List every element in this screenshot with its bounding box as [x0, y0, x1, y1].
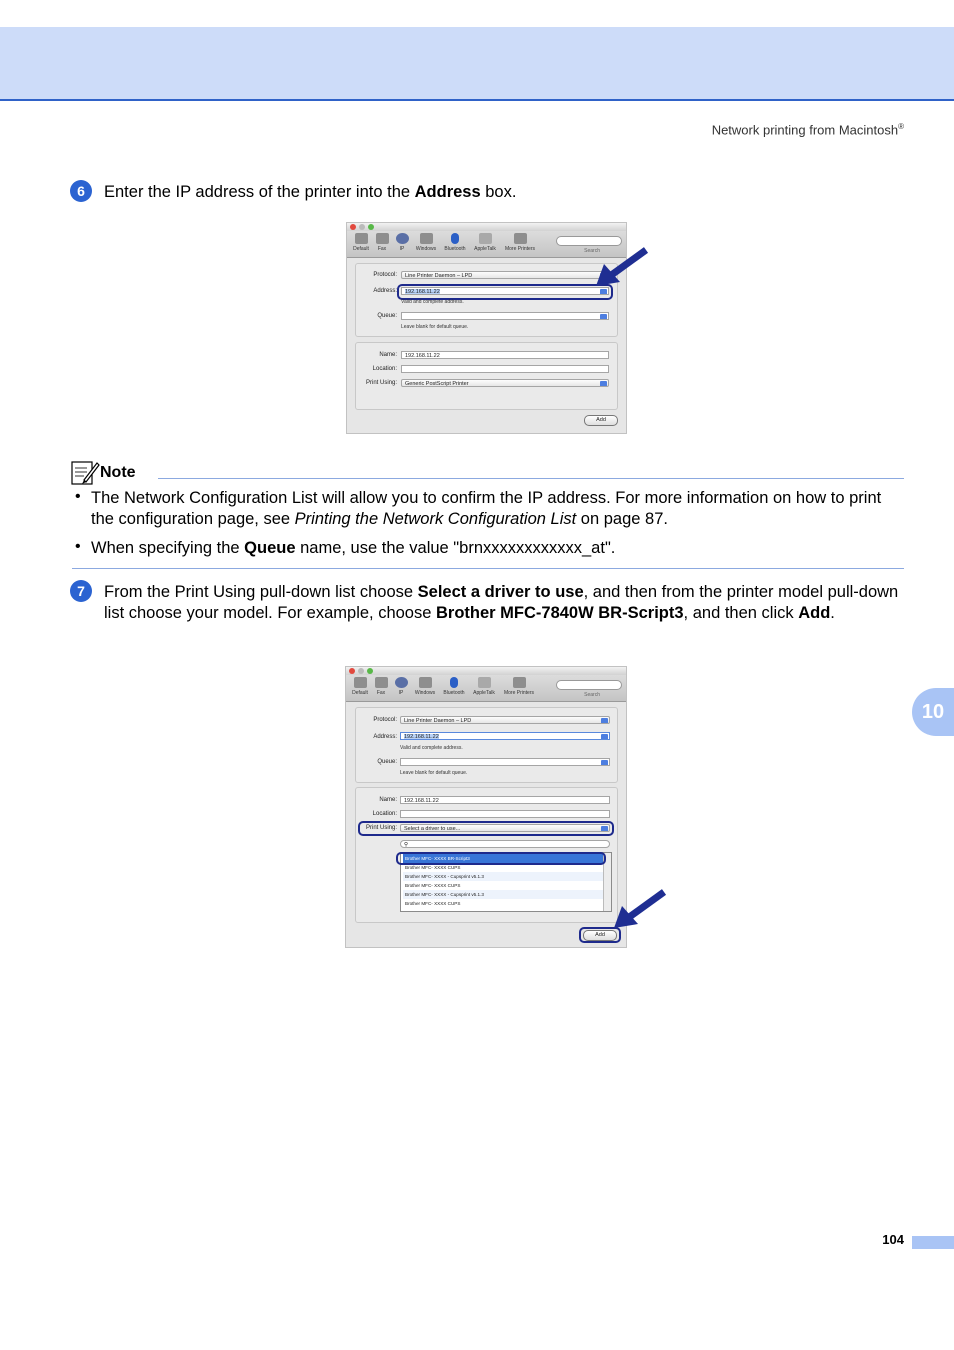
connection-group	[355, 263, 618, 337]
print-using-select[interactable]: Generic PostScript Printer	[401, 379, 609, 387]
toolbar-more-printers[interactable]: More Printers	[502, 233, 538, 252]
toolbar-fax[interactable]: Fax	[372, 233, 392, 252]
driver-list-item[interactable]: Brother MFC- XXXX CUPS	[405, 901, 461, 906]
toolbar-ip[interactable]: IP	[394, 233, 410, 252]
queue-label: Queue:	[377, 759, 397, 765]
search-caption: Search	[584, 248, 600, 254]
address-label: Address:	[373, 734, 397, 740]
bluetooth-icon	[451, 233, 459, 244]
step-7-badge: 7	[70, 580, 92, 602]
queue-hint: Leave blank for default queue.	[401, 324, 469, 330]
printer-icon	[355, 233, 368, 244]
add-button[interactable]: Add	[584, 415, 618, 426]
popup-stepper-icon	[600, 381, 607, 387]
search-input[interactable]	[556, 680, 622, 690]
driver-list-item[interactable]: Brother MFC- XXXX CUPS	[405, 865, 461, 870]
search-caption: Search	[584, 692, 600, 698]
popup-stepper-icon	[601, 718, 608, 724]
queue-input[interactable]	[400, 758, 610, 766]
fax-icon	[375, 677, 388, 688]
toolbar-appletalk[interactable]: AppleTalk	[470, 677, 498, 696]
queue-input[interactable]	[401, 312, 609, 320]
driver-list-item[interactable]: Brother MFC- XXXX BR-Script3	[403, 854, 603, 863]
address-label: Address:	[373, 288, 397, 294]
page-number: 104	[882, 1232, 904, 1247]
protocol-label: Protocol:	[373, 272, 397, 278]
name-input[interactable]: 192.168.11.22	[401, 351, 609, 359]
location-input[interactable]	[401, 365, 609, 373]
print-using-label: Print Using:	[365, 825, 397, 831]
header-band	[0, 27, 954, 101]
windows-printer-icon	[419, 677, 432, 688]
note-title: Note	[100, 464, 136, 481]
printer-icon	[354, 677, 367, 688]
name-input[interactable]: 192.168.11.22	[400, 796, 610, 804]
driver-list-item[interactable]: Brother MFC- XXXX CUPS	[405, 883, 461, 888]
driver-search-input[interactable]: ⚲	[400, 840, 610, 848]
appletalk-icon	[479, 233, 492, 244]
toolbar-bluetooth[interactable]: Bluetooth	[440, 677, 468, 696]
appletalk-icon	[478, 677, 491, 688]
pointer-arrow-address	[594, 246, 648, 288]
step-6-badge: 6	[70, 180, 92, 202]
toolbar-default[interactable]: Default	[350, 233, 372, 252]
address-input[interactable]: 192.168.11.22	[400, 732, 610, 740]
name-label: Name:	[379, 797, 397, 803]
dialog-toolbar	[346, 675, 626, 702]
toolbar-more-printers[interactable]: More Printers	[501, 677, 537, 696]
dialog-toolbar	[347, 231, 626, 258]
queue-hint: Leave blank for default queue.	[400, 770, 468, 776]
ip-printer-dialog-screenshot	[346, 222, 627, 434]
queue-history-icon	[601, 760, 608, 766]
driver-select-dialog-screenshot	[345, 666, 627, 948]
toolbar-appletalk[interactable]: AppleTalk	[471, 233, 499, 252]
note-divider-bottom	[72, 568, 904, 569]
note-bullet-2: •	[75, 538, 81, 555]
minimize-icon[interactable]	[359, 224, 365, 230]
address-history-icon	[601, 734, 608, 740]
driver-highlight-ring	[396, 852, 606, 865]
add-button[interactable]: Add	[583, 930, 617, 941]
page-number-bar	[912, 1236, 954, 1249]
protocol-select[interactable]: Line Printer Daemon – LPD	[400, 716, 610, 724]
note-bullet-1: •	[75, 488, 81, 505]
driver-list-item[interactable]: Brother MFC- XXXX - Cupsprint v5.1.3	[403, 872, 603, 881]
zoom-icon[interactable]	[367, 668, 373, 674]
chapter-tab: 10	[912, 688, 954, 736]
location-input[interactable]	[400, 810, 610, 818]
bluetooth-icon	[450, 677, 458, 688]
dialog-titlebar	[346, 667, 626, 675]
print-using-select[interactable]: Select a driver to use...	[400, 824, 610, 832]
running-header: Network printing from Macintosh®	[711, 122, 904, 138]
toolbar-bluetooth[interactable]: Bluetooth	[441, 233, 469, 252]
toolbar-ip[interactable]: IP	[393, 677, 409, 696]
printer-info-group	[355, 342, 618, 410]
printer-info-group	[355, 787, 618, 923]
address-highlight-ring	[397, 284, 613, 300]
toolbar-default[interactable]: Default	[349, 677, 371, 696]
address-input[interactable]: 192.168.11.22	[401, 287, 609, 295]
minimize-icon[interactable]	[358, 668, 364, 674]
queue-history-icon	[600, 314, 607, 320]
note-divider-top	[158, 478, 904, 479]
protocol-select[interactable]: Line Printer Daemon – LPD	[401, 271, 609, 279]
queue-label: Queue:	[377, 313, 397, 319]
globe-icon	[396, 233, 409, 244]
toolbar-windows[interactable]: Windows	[413, 233, 439, 252]
driver-list-item[interactable]: Brother MFC- XXXX - Cupsprint v5.1.3	[403, 890, 603, 899]
note-item-2: When specifying the Queue name, use the value "brnxxxxxxxxxxxx_at".	[91, 539, 616, 557]
globe-icon	[395, 677, 408, 688]
address-hint: Valid and complete address.	[401, 299, 464, 305]
step-6-text: Enter the IP address of the printer into the Address box.	[104, 183, 517, 201]
connection-group	[355, 707, 618, 783]
search-input[interactable]	[556, 236, 622, 246]
more-printers-icon	[513, 677, 526, 688]
zoom-icon[interactable]	[368, 224, 374, 230]
more-printers-icon	[514, 233, 527, 244]
fax-icon	[376, 233, 389, 244]
location-label: Location:	[372, 366, 397, 372]
dialog-titlebar	[347, 223, 626, 231]
windows-printer-icon	[420, 233, 433, 244]
note-item-1: The Network Configuration List will allow you to confirm the IP address. For more information on how to print the configuration page, see Printing the Network Configuration List on page 87.	[91, 489, 882, 528]
location-label: Location:	[372, 811, 397, 817]
toolbar-fax[interactable]: Fax	[371, 677, 391, 696]
name-label: Name:	[379, 352, 397, 358]
print-using-highlight-ring	[358, 821, 614, 836]
close-icon[interactable]	[349, 668, 355, 674]
toolbar-windows[interactable]: Windows	[412, 677, 438, 696]
step-7-text: From the Print Using pull-down list choose Select a driver to use, and then from the printer model pull-down list choose your model. For example, choose Brother MFC-7840W BR-Script3, and then click Add.	[104, 583, 899, 622]
close-icon[interactable]	[350, 224, 356, 230]
protocol-label: Protocol:	[373, 717, 397, 723]
note-pencil-icon	[70, 458, 100, 486]
print-using-label: Print Using:	[365, 380, 397, 386]
address-hint: Valid and complete address.	[400, 745, 463, 751]
pointer-arrow-add	[612, 888, 666, 930]
